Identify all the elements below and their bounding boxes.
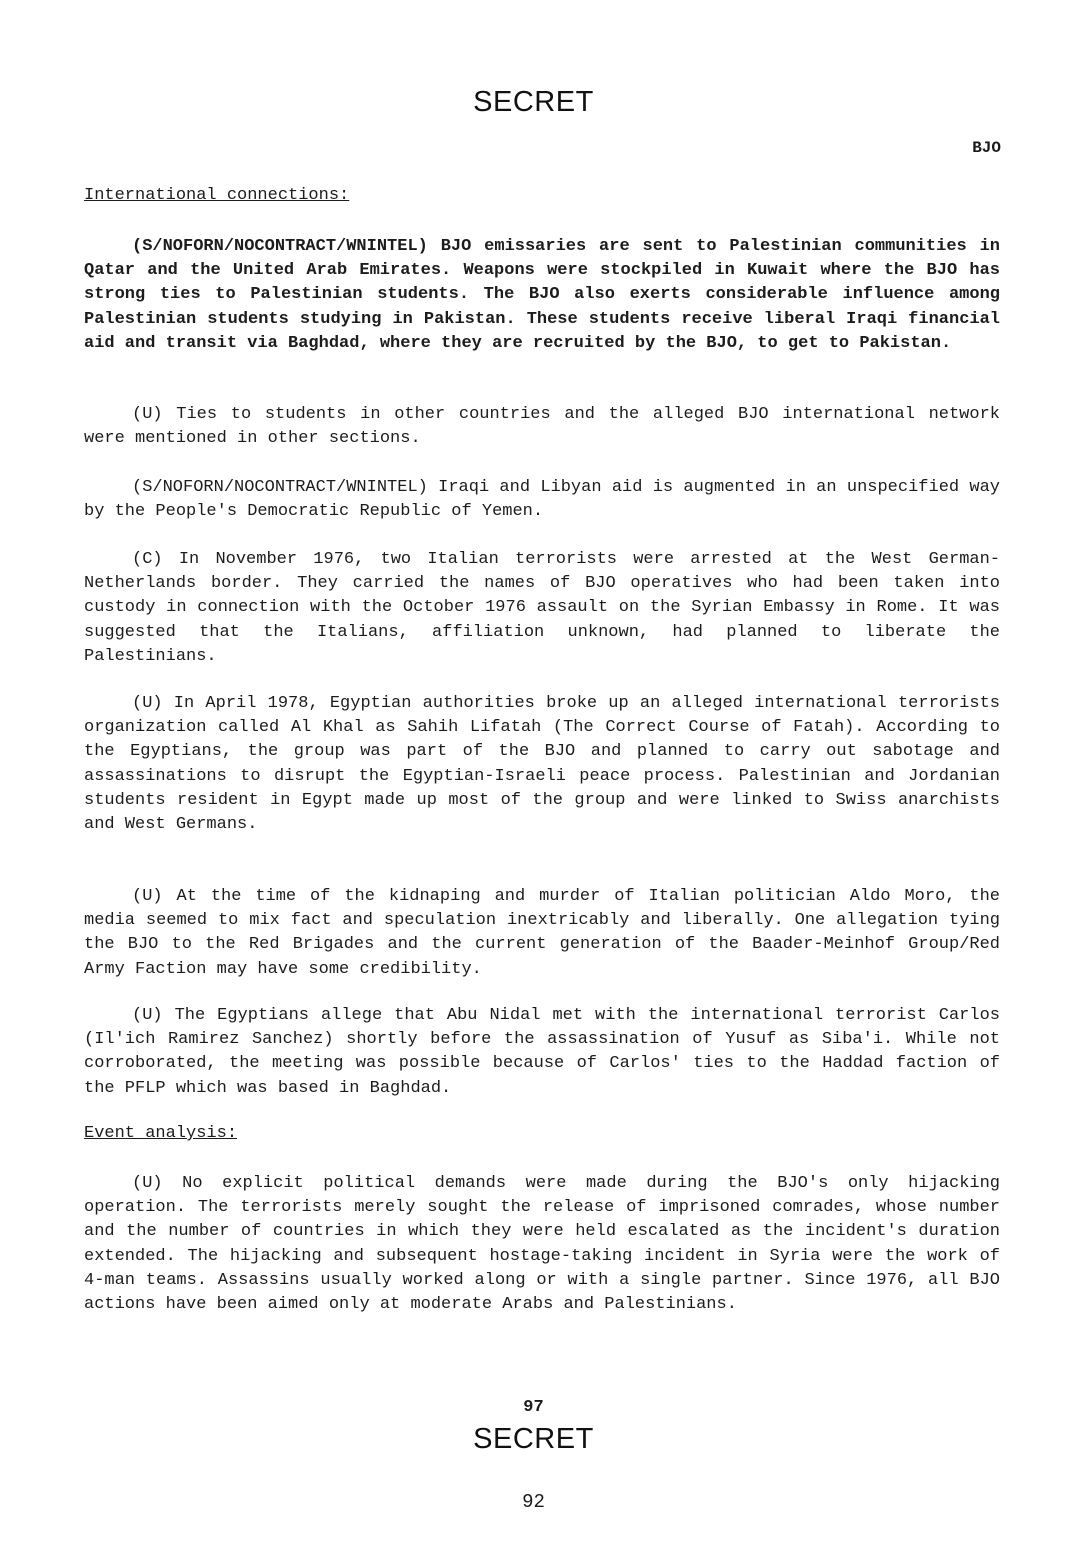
- international-para-2: [84, 403, 1000, 451]
- classification-header: SECRET: [473, 86, 594, 118]
- classification-footer: SECRET: [473, 1423, 594, 1455]
- paragraph: (S/NOFORN/NOCONTRACT/WNINTEL) Iraqi and Libyan aid is augmented in an unspecified way by the People's Democratic Republic of Yemen.: [84, 478, 1000, 522]
- international-para-5: [84, 692, 1000, 837]
- international-para-7: [84, 1004, 1000, 1101]
- event-para-1: [84, 1172, 1000, 1317]
- international-para-4: [84, 548, 1000, 669]
- international-para-6: [84, 885, 1000, 982]
- international-para-1: [84, 235, 1000, 356]
- file-page-number: 92: [522, 1491, 545, 1513]
- paragraph: (U) The Egyptians allege that Abu Nidal met with the international terrorist Carlos (Il'ich Ramirez Sanchez) shortly before the assassination of Yusuf as Siba'i. While not corroborated, the meeting was possible because of Carlos' ties to the Haddad faction of the PFLP which was based in Baghdad.: [84, 1006, 1000, 1098]
- international-para-3: [84, 476, 1000, 524]
- section-tag: BJO: [972, 139, 1001, 157]
- document-page-number: 97: [523, 1398, 544, 1417]
- paragraph: (U) At the time of the kidnaping and murder of Italian politician Aldo Moro, the media seemed to mix fact and speculation inextricably and liberally. One allegation tying the BJO to the Red Brigades and the current generation of the Baader-Meinhof Group/Red Army Faction may have some credibility.: [84, 887, 1000, 979]
- paragraph: (U) In April 1978, Egyptian authorities broke up an alleged international terrorists organization called Al Khal as Sahih Lifatah (The Correct Course of Fatah). According to the Egyptians, the group was part of the BJO and planned to carry out sabotage and assassinations to disrupt the Egyptian-Israeli peace process. Palestinian and Jordanian students resident in Egypt made up most of the group and were linked to Swiss anarchists and West Germans.: [84, 694, 1000, 835]
- paragraph: (S/NOFORN/NOCONTRACT/WNINTEL) BJO emissaries are sent to Palestinian communities in Qatar and the United Arab Emirates. Weapons were stockpiled in Kuwait where the BJO has strong ties to Palestinian students. The BJO also exerts considerable influence among Palestinian students studying in Pakistan. These students receive liberal Iraqi financial aid and transit via Baghdad, where they are recruited by the BJO, to get to Pakistan.: [84, 237, 1000, 353]
- paragraph: (C) In November 1976, two Italian terrorists were arrested at the West German-Netherlands border. They carried the names of BJO operatives who had been taken into custody in connection with the October 1976 assault on the Syrian Embassy in Rome. It was suggested that the Italians, affiliation unknown, had planned to liberate the Palestinians.: [84, 550, 1000, 666]
- paragraph: (U) No explicit political demands were made during the BJO's only hijacking operation. The terrorists merely sought the release of imprisoned comrades, whose number and the number of countries in which they were held escalated as the incident's duration extended. The hijacking and subsequent hostage-taking incident in Syria were the work of 4-man teams. Assassins usually worked along or with a single partner. Since 1976, all BJO actions have been aimed only at moderate Arabs and Palestinians.: [84, 1174, 1000, 1315]
- event-analysis-heading: Event analysis:: [84, 1124, 238, 1143]
- paragraph: (U) Ties to students in other countries and the alleged BJO international network were mentioned in other sections.: [84, 405, 1000, 449]
- international-connections-heading: International connections:: [84, 186, 350, 205]
